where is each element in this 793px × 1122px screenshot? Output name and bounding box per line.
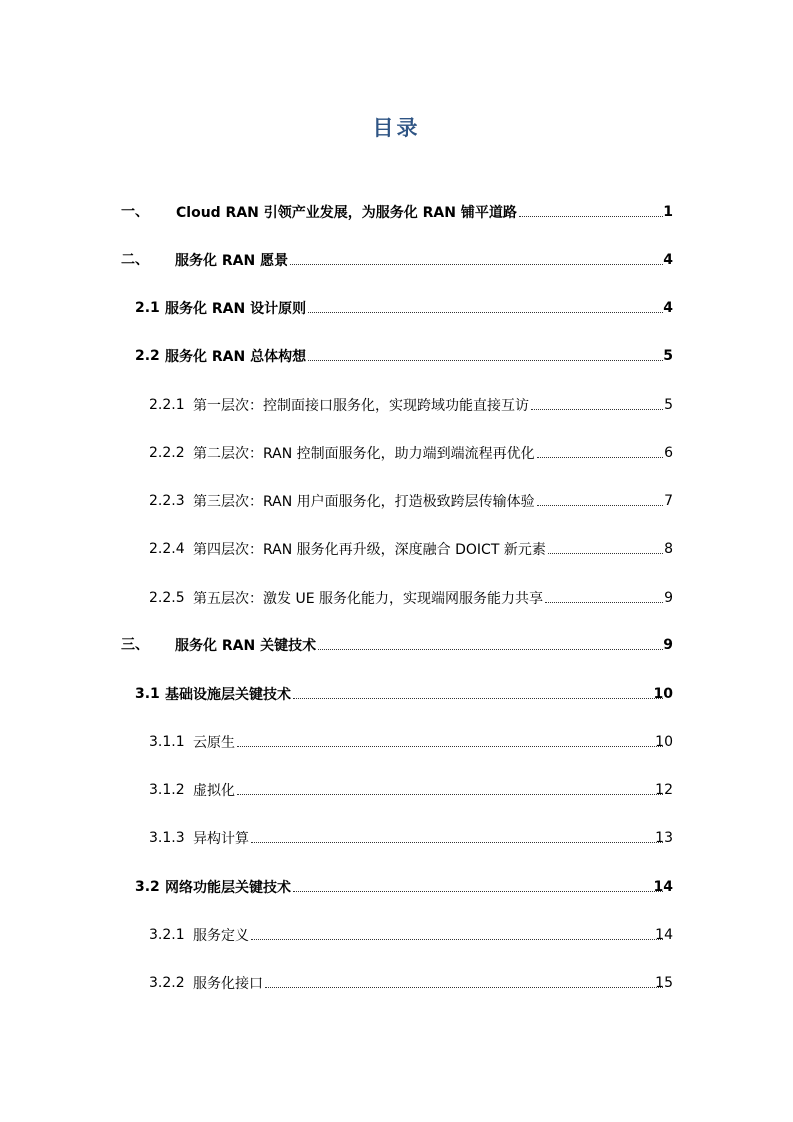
toc-entry[interactable]: [0, 538, 793, 560]
toc-leader: [519, 201, 663, 217]
toc-entry-number: 二、: [121, 252, 149, 268]
toc-entry-label: 基础设施层关键技术: [165, 687, 291, 703]
toc-entry-label: 第五层次：激发 UE 服务化能力，实现端网服务能力共享: [193, 591, 543, 607]
toc-entry-label: 虚拟化: [193, 783, 235, 799]
toc-entry-number: 2.2.3: [149, 493, 185, 509]
toc-entry[interactable]: [0, 490, 793, 512]
toc-entry-label: 服务化 RAN 愿景: [175, 253, 289, 269]
toc-entry-label: 云原生: [193, 735, 235, 751]
toc-leader: [308, 345, 663, 361]
toc-entry-page: 9: [663, 637, 673, 653]
toc-entry-number: 三、: [121, 637, 149, 653]
toc-leader: [293, 683, 663, 699]
toc-entry[interactable]: [0, 683, 793, 705]
toc-entry-page: 15: [655, 975, 673, 991]
toc-entry[interactable]: [0, 876, 793, 898]
toc-entry-page: 10: [655, 734, 673, 750]
toc-entry-number: 3.1.1: [149, 734, 185, 750]
toc-leader: [237, 731, 663, 747]
toc-entry[interactable]: [0, 587, 793, 609]
toc-entry-page: 7: [664, 493, 673, 509]
toc-entry[interactable]: [0, 634, 793, 656]
toc-entry[interactable]: [0, 249, 793, 271]
toc-entry-page: 12: [655, 782, 673, 798]
toc-entry[interactable]: [0, 201, 793, 223]
toc-leader: [318, 634, 663, 650]
toc-leader: [308, 297, 663, 313]
toc-entry-page: 4: [663, 252, 673, 268]
toc-entry-label: 第三层次：RAN 用户面服务化，打造极致跨层传输体验: [193, 494, 535, 510]
toc-leader: [265, 972, 663, 988]
toc-entry[interactable]: [0, 827, 793, 849]
toc-entry-number: 2.2.4: [149, 541, 185, 557]
toc-leader: [251, 924, 663, 940]
toc-entry-number: 2.2: [135, 348, 160, 364]
toc-entry-number: 3.1.2: [149, 782, 185, 798]
toc-entry-number: 2.2.5: [149, 590, 185, 606]
toc-entry-label: 服务化接口: [193, 976, 263, 992]
toc-entry-number: 3.2.1: [149, 927, 185, 943]
toc-leader: [251, 827, 663, 843]
toc-entry-page: 6: [664, 445, 673, 461]
toc-leader: [537, 490, 663, 506]
toc-entry-page: 13: [655, 830, 673, 846]
toc-entry[interactable]: [0, 394, 793, 416]
toc-entry-label: 服务化 RAN 关键技术: [175, 638, 317, 654]
toc-entry[interactable]: [0, 345, 793, 367]
toc-entry-page: 14: [653, 879, 673, 895]
toc-leader: [537, 442, 663, 458]
toc-entry-number: 一、: [121, 204, 149, 220]
toc-entry-page: 4: [663, 300, 673, 316]
toc-entry-number: 3.1: [135, 686, 160, 702]
toc-entry-page: 5: [664, 397, 673, 413]
toc-entry-number: 3.2: [135, 879, 160, 895]
toc-entry-page: 1: [663, 204, 673, 220]
toc-entry[interactable]: [0, 924, 793, 946]
toc-entry-label: 服务化 RAN 总体构想: [165, 349, 307, 365]
toc-entry-label: Cloud RAN 引领产业发展，为服务化 RAN 铺平道路: [176, 205, 517, 221]
toc-entry-page: 10: [653, 686, 673, 702]
toc-leader: [237, 779, 663, 795]
toc-entry-label: 第一层次：控制面接口服务化，实现跨域功能直接互访: [193, 398, 529, 414]
toc-entry-page: 9: [664, 590, 673, 606]
toc-entry[interactable]: [0, 731, 793, 753]
toc-entry-page: 5: [663, 348, 673, 364]
toc-entry-label: 异构计算: [193, 831, 249, 847]
toc-entry-label: 第四层次：RAN 服务化再升级，深度融合 DOICT 新元素: [193, 542, 546, 558]
toc-entry[interactable]: [0, 297, 793, 319]
toc-entry-label: 网络功能层关键技术: [165, 880, 291, 896]
toc-leader: [531, 394, 663, 410]
toc-entry[interactable]: [0, 972, 793, 994]
toc-entry-number: 2.2.2: [149, 445, 185, 461]
toc-entry-label: 第二层次：RAN 控制面服务化，助力端到端流程再优化: [193, 446, 535, 462]
toc-entry[interactable]: [0, 442, 793, 464]
toc-entry-number: 3.2.2: [149, 975, 185, 991]
toc-entry-number: 2.1: [135, 300, 160, 316]
toc-entry-label: 服务定义: [193, 928, 249, 944]
toc-entry[interactable]: [0, 779, 793, 801]
toc-leader: [548, 538, 663, 554]
toc-leader: [545, 587, 663, 603]
toc-entry-number: 2.2.1: [149, 397, 185, 413]
toc-entry-page: 14: [655, 927, 673, 943]
page-title: 目录: [372, 116, 421, 140]
toc-leader: [293, 876, 663, 892]
toc-leader: [290, 249, 663, 265]
toc-entry-label: 服务化 RAN 设计原则: [165, 301, 307, 317]
toc-entry-page: 8: [664, 541, 673, 557]
toc-entry-number: 3.1.3: [149, 830, 185, 846]
